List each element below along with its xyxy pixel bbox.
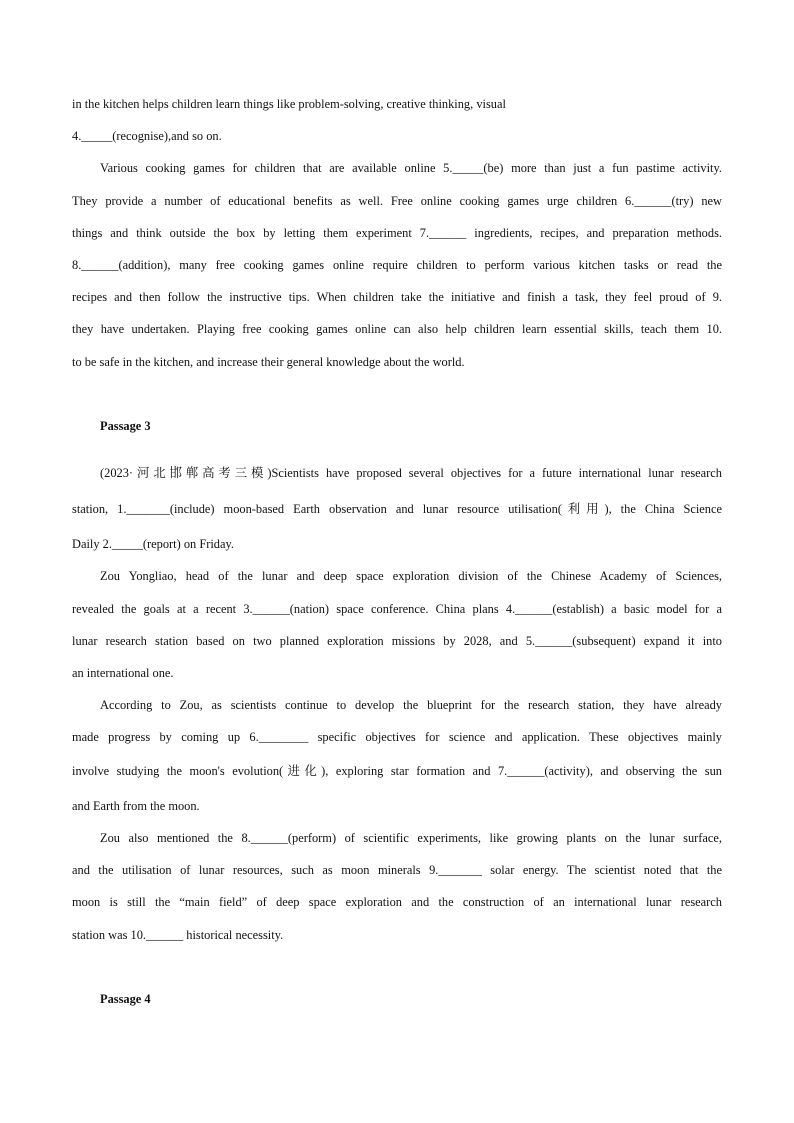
- passage3-line-13: and the utilisation of lunar resources, such as moon minerals 9._______ solar energy. The scientist noted that the: [72, 863, 722, 877]
- passage3-line-2: station, 1._______(include) moon-based Earth observation and lunar resource utilisation(利用), the China Science: [72, 502, 722, 516]
- passage2-line-3: Various cooking games for children that are available online 5._____(be) more than just a fun pastime activity.: [100, 161, 722, 175]
- passage2-line-9: to be safe in the kitchen, and increase their general knowledge about the world.: [72, 355, 465, 369]
- passage2-line-8: they have undertaken. Playing free cooking games online can also help children learn essential skills, teach them 10.: [72, 322, 722, 336]
- passage4-heading: Passage 4: [100, 992, 151, 1006]
- passage3-heading: Passage 3: [100, 419, 151, 433]
- passage3-line-15: station was 10.______ historical necessity.: [72, 928, 284, 942]
- passage3-line-5: revealed the goals at a recent 3.______(nation) space conference. China plans 4.______(establish) a basic model for a: [72, 602, 722, 616]
- passage3-line-12: Zou also mentioned the 8.______(perform) of scientific experiments, like growing plants on the lunar surface,: [100, 831, 722, 845]
- passage3-line-9: made progress by coming up 6.________ specific objectives for science and application. These objectives mainly: [72, 730, 722, 744]
- passage3-line-11: and Earth from the moon.: [72, 799, 200, 813]
- passage2-line-2: 4._____(recognise),and so on.: [72, 129, 222, 143]
- passage3-line-8: According to Zou, as scientists continue to develop the blueprint for the research station, they have already: [100, 698, 722, 712]
- passage2-line-5: things and think outside the box by letting them experiment 7.______ ingredients, recipes, and preparation methods.: [72, 226, 722, 240]
- passage2-line-7: recipes and then follow the instructive tips. When children take the initiative and finish a task, they feel proud of 9.: [72, 290, 722, 304]
- passage2-line-4: They provide a number of educational benefits as well. Free online cooking games urge children 6.______(try) new: [72, 194, 722, 208]
- passage3-line-4: Zou Yongliao, head of the lunar and deep space exploration division of the Chinese Academy of Sciences,: [100, 569, 722, 583]
- passage2-line-1: in the kitchen helps children learn things like problem-solving, creative thinking, visual: [72, 97, 506, 111]
- passage2-line-6: 8.______(addition), many free cooking games online require children to perform various kitchen tasks or read the: [72, 258, 722, 272]
- passage3-line-6: lunar research station based on two planned exploration missions by 2028, and 5.______(subsequent) expand it into: [72, 634, 722, 648]
- passage3-line-3: Daily 2._____(report) on Friday.: [72, 537, 234, 551]
- passage3-line-14: moon is still the “main field” of deep space exploration and the construction of an international lunar research: [72, 895, 722, 909]
- passage3-line-7: an international one.: [72, 666, 174, 680]
- passage3-line-1: (2023·河北邯郸高考三模)Scientists have proposed several objectives for a future international lunar research: [100, 466, 722, 480]
- passage3-line-10: involve studying the moon's evolution(进化), exploring star formation and 7.______(activity), and observing the sun: [72, 764, 722, 778]
